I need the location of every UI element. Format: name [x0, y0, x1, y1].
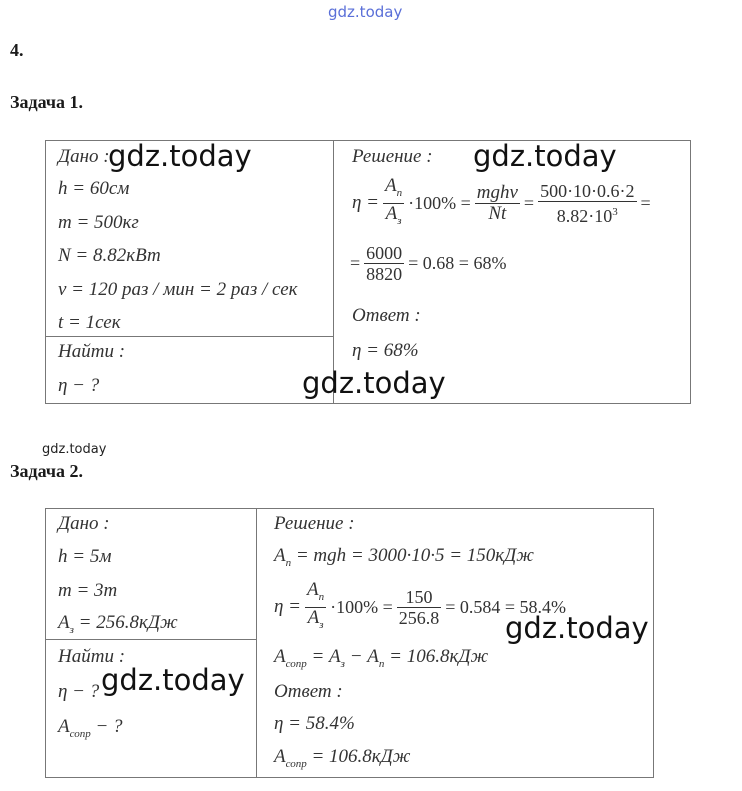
- task2-divider: [256, 508, 257, 777]
- task2-given-az: $A_з = 256.8кДж$: [58, 612, 178, 636]
- task1-solution-label: Решение :: [352, 146, 433, 167]
- task2-solution-label: Решение :: [274, 513, 355, 534]
- percent-factor: ·100% =: [408, 192, 471, 213]
- task2-given-m: m = 3т: [58, 580, 118, 601]
- task1-answer-label: Ответ :: [352, 305, 421, 326]
- task2-given-find-divider: [45, 639, 257, 640]
- fraction-mghv-nt: $\frac{\text{mghv}}{Nt}$: [476, 181, 518, 224]
- task2-find-eta: η − ?: [58, 681, 100, 702]
- fraction-numeric: $\frac{150}{256.8}$: [398, 586, 440, 628]
- task1-formula-line1: [352, 176, 651, 231]
- equals-sign: =: [523, 192, 535, 213]
- task2-find-asopr: $A_{сопр}$ − ?: [58, 716, 123, 740]
- task1-given-v: v = 120 раз / мин = 2 раз / сек: [58, 279, 298, 300]
- fraction-numeric-2: $\frac{6000}{8820}$: [366, 243, 403, 284]
- watermark-top: gdz.today: [328, 3, 403, 21]
- task1-divider: [333, 140, 334, 403]
- equals-sign-start: =: [350, 253, 361, 273]
- task1-given-n: N = 8.82кВт: [58, 245, 161, 266]
- task1-given-label: Дано :: [58, 146, 110, 167]
- task1-find-eta: η − ?: [58, 375, 100, 396]
- task1-given-m: m = 500кг: [58, 212, 139, 233]
- task1-given-t: t = 1сек: [58, 312, 121, 333]
- task1-given-find-divider: [45, 336, 334, 337]
- equals-sign-end: =: [640, 192, 651, 213]
- task1-heading: Задача 1.: [10, 92, 84, 112]
- task2-answer-label: Ответ :: [274, 681, 343, 702]
- task2-answer-asopr: $A_{сопр} = 106.8кДж$: [274, 746, 411, 770]
- task2-line-an: $A_п$ = mgh = 3000·10·5 = 150кДж: [274, 545, 534, 569]
- task1-answer: η = 68%: [352, 340, 419, 361]
- task2-given-h: h = 5м: [58, 546, 112, 567]
- watermark-small: gdz.today: [42, 442, 107, 457]
- fraction-an-az: $\frac{A_п}{A_з}$: [385, 175, 403, 227]
- task2-heading: Задача 2.: [10, 461, 84, 481]
- task1-find-label: Найти :: [58, 341, 126, 362]
- task2-given-label: Дано :: [58, 513, 110, 534]
- watermark: gdz.today: [101, 663, 245, 697]
- task2-answer-eta: η = 58.4%: [274, 713, 355, 734]
- task1-formula-line2: [350, 243, 506, 284]
- fraction-numeric-1: $\frac{500\cdot 10\cdot 0.6\cdot 2}{8.82\cdot 10^3}$: [540, 180, 635, 226]
- fraction-an-az: $\frac{A_п}{A_з}$: [307, 579, 325, 631]
- task1-result: = 0.68 = 68%: [408, 253, 507, 273]
- task2-find-label: Найти :: [58, 646, 126, 667]
- task2-result: = 0.584 = 58.4%: [445, 596, 567, 617]
- eta-symbol: η =: [352, 192, 379, 214]
- percent-factor: ·100% =: [330, 596, 393, 617]
- eta-symbol: η =: [274, 596, 301, 618]
- watermark: gdz.today: [108, 139, 252, 173]
- watermark: gdz.today: [302, 366, 446, 400]
- task2-line-asopr: $A_{сопр} = A_з - A_п = 106.8кДж$: [274, 646, 489, 670]
- exercise-number: 4.: [10, 40, 24, 60]
- watermark: gdz.today: [505, 611, 649, 645]
- watermark: gdz.today: [473, 139, 617, 173]
- task1-given-h: h = 60см: [58, 178, 130, 199]
